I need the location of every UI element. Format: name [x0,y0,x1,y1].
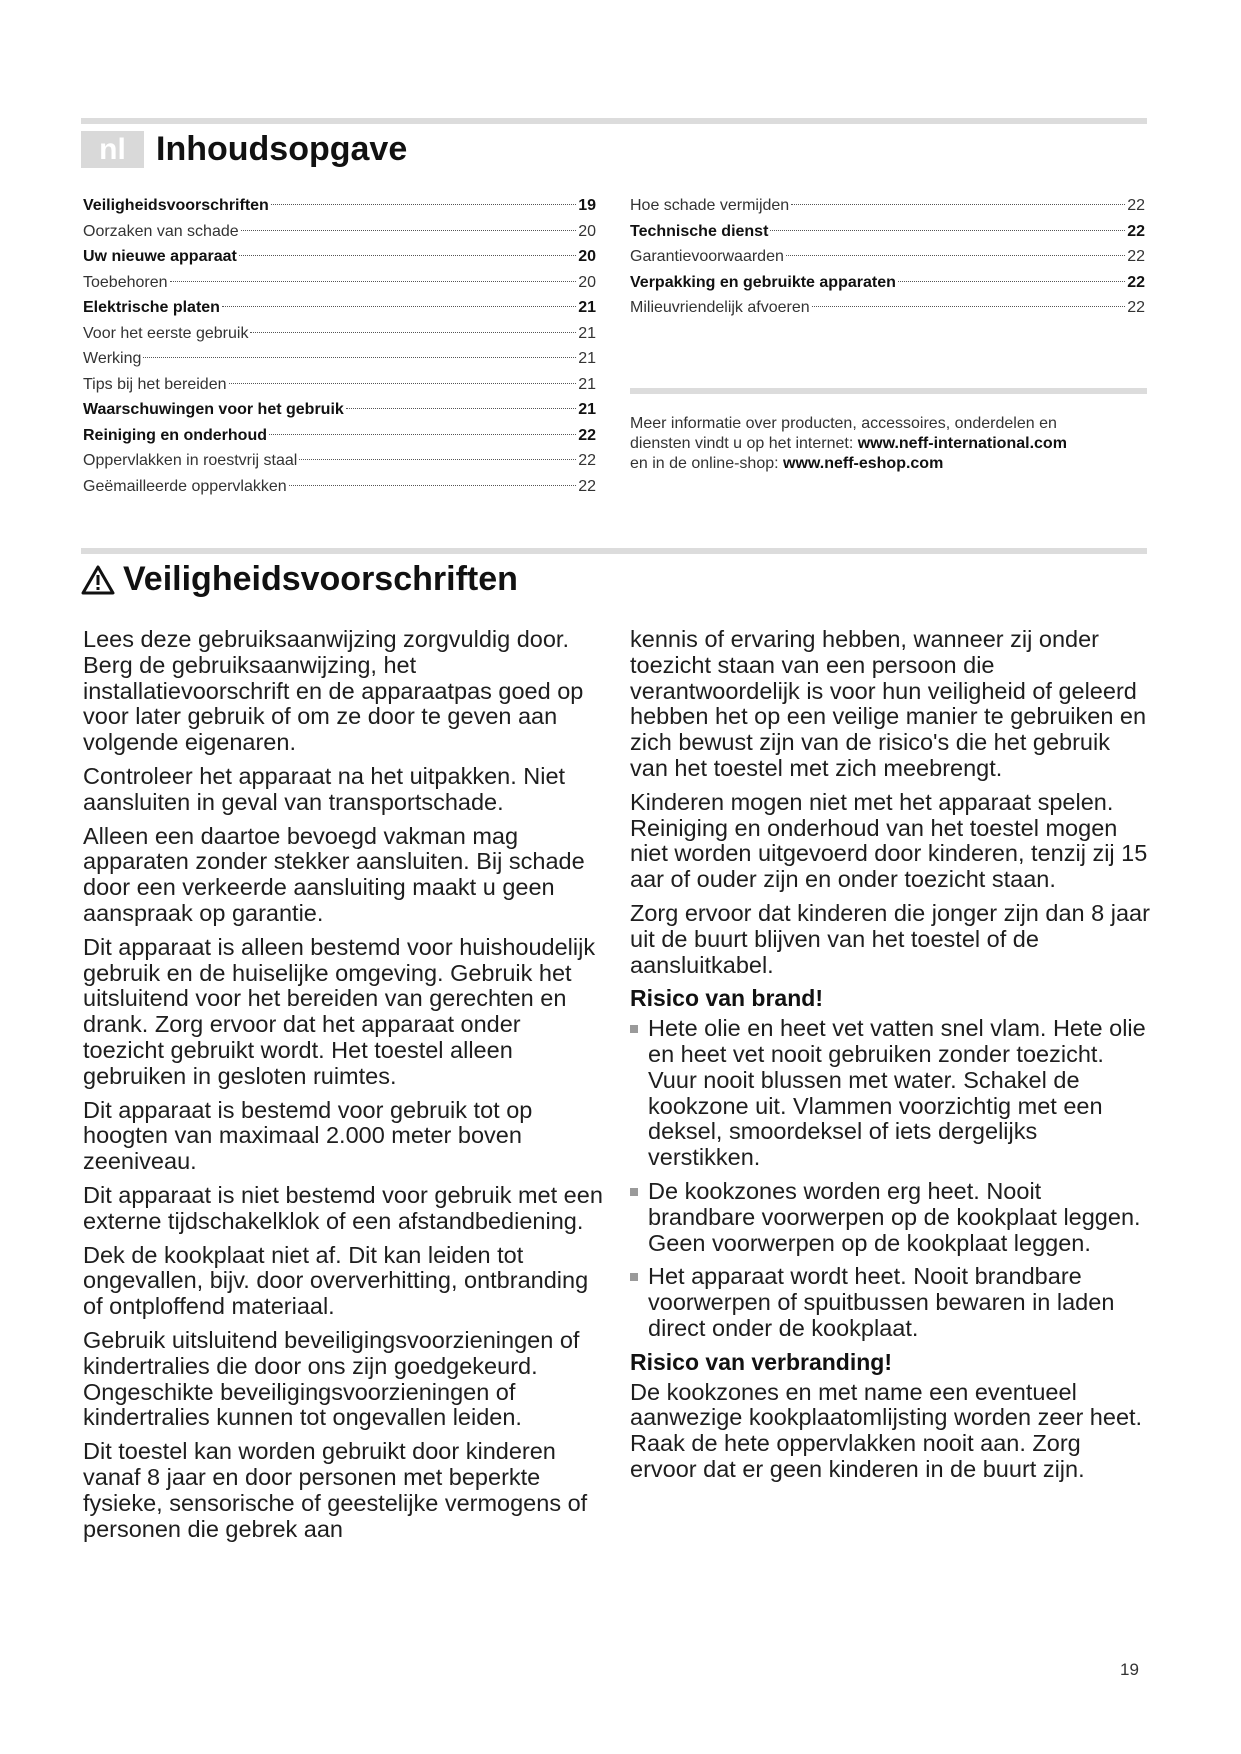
page-number: 19 [1120,1660,1139,1679]
toc-entry-page: 22 [1127,197,1145,214]
toc-entry-label: Oorzaken van schade [83,222,239,240]
toc-leader-dots [222,306,576,307]
toc-entry-page: 21 [578,324,596,342]
toc-leader-dots [269,434,576,435]
toc-entry-page: 20 [578,248,596,265]
body-paragraph: Dit toestel kan worden gebruikt door kinderen vanaf 8 jaar en door personen met beperkte fysieke, sensorische of geestelijke vermogens of personen die gebrek aan [83,1438,588,1542]
toc-entry[interactable] [83,423,596,449]
toc-entry[interactable] [83,270,596,296]
body-paragraph: Dit apparaat is alleen bestemd voor huishoudelijk gebruik en de huiselijke omgeving. Gebruik het uitsluitend voor het bereiden van gerechten en drank. Zorg ervoor dat het apparaat onder toezicht gebruikt wordt. Het toestel alleen gebruiken in gesloten ruimtes. [83,933,596,1089]
toc-entry[interactable] [83,448,596,474]
toc-entry[interactable] [630,244,1145,270]
toc-entry[interactable] [630,193,1145,219]
language-badge: nl [81,131,144,168]
toc-right-column [630,193,1145,321]
toc-entry-page: 21 [578,299,596,316]
info-text [630,414,1150,474]
toc-entry-label: Technische dienst [630,222,769,240]
body-paragraph: Gebruik uitsluitend beveiligingsvoorzieningen of kindertralies die door ons zijn goedgekeurd. Ongeschikte beveiligingsvoorzieningen of kindertralies kunnen tot ongevallen leiden. [83,1326,580,1431]
toc-entry[interactable] [83,321,596,347]
toc-entry-label: Veiligheidsvoorschriften [83,197,269,214]
toc-entry-label: Oppervlakken in roestvrij staal [83,452,298,469]
international-link[interactable]: www.neff-international.com [857,435,1067,452]
toc-entry-page: 22 [578,477,596,495]
toc-header [81,130,407,168]
right-paragraphs [630,627,1150,978]
toc-entry-page: 21 [578,375,596,393]
toc-leader-dots [898,281,1125,282]
toc-entry-page: 22 [578,452,596,469]
toc-entry-label: Waarschuwingen voor het gebruik [83,401,344,418]
toc-leader-dots [299,459,576,460]
toc-entry-label: Elektrische platen [83,299,220,316]
body-paragraph: Lees deze gebruiksaanwijzing zorgvuldig door. Berg de gebruiksaanwijzing, het installatievoorschrift en de apparaatpas goed op voor later gebruik of om ze door te geven aan volgende eigenaren. [83,626,584,756]
info-line-3: en in de online-shop: www.neff-eshop.com [630,455,944,472]
toc-entry-label: Uw nieuwe apparaat [83,248,237,265]
toc-entry[interactable] [630,295,1145,321]
toc-entry[interactable] [630,219,1145,245]
toc-entry[interactable] [83,397,596,423]
list-item [630,1264,1150,1341]
toc-leader-dots [770,230,1125,231]
toc-entry-page: 20 [578,273,596,291]
toc-entry-page: 22 [1127,248,1145,265]
body-paragraph: Zorg ervoor dat kinderen die jonger zijn dan 8 jaar uit de buurt blijven van het toestel of de aansluitkabel. [630,899,1150,978]
info-rule [630,388,1147,394]
body-paragraph: Kinderen mogen niet met het apparaat spelen. Reiniging en onderhoud van het toestel mogen niet worden uitgevoerd door kinderen, tenzij zij 15 aar of ouder zijn en onder toezicht staan. [630,788,1148,893]
toc-entry[interactable] [83,193,596,219]
toc-entry[interactable] [83,372,596,398]
toc-left-column [83,193,596,499]
toc-entry[interactable] [630,270,1145,296]
toc-entry-page: 21 [578,350,596,367]
toc-entry[interactable] [83,295,596,321]
toc-leader-dots [812,306,1126,307]
eshop-link[interactable]: www.neff-eshop.com [783,455,944,472]
bullet-square-icon [630,1016,648,1171]
toc-entry[interactable] [83,219,596,245]
toc-entry-page: 22 [1127,222,1145,240]
bullet-square-icon [630,1179,648,1256]
list-item-text: De kookzones worden erg heet. Nooit brandbare voorwerpen op de kookplaat leggen. Geen voorwerpen op de kookplaat leggen. [648,1177,1141,1256]
warning-triangle-icon [81,564,115,596]
toc-title: Inhoudsopgave [156,129,408,168]
toc-entry-page: 22 [1127,273,1145,291]
info-line-1: Meer informatie over producten, accessoires, onderdelen en [630,415,1057,432]
toc-entry[interactable] [83,474,596,500]
toc-leader-dots [289,485,577,486]
toc-leader-dots [170,281,577,282]
info-line-2: diensten vindt u op het internet: www.neff-international.com [630,435,1067,452]
fire-risk-list [630,1016,1150,1342]
burn-risk-text: De kookzones en met name een eventueel aanwezige kookplaatomlijsting worden zeer heet. Raak de hete oppervlakken nooit aan. Zorg ervoor dat er geen kinderen in de buurt zijn. [630,1378,1143,1482]
toc-top-rule [81,118,1147,124]
list-item [630,1179,1150,1256]
toc-leader-dots [346,408,576,409]
body-paragraph: Dek de kookplaat niet af. Dit kan leiden tot ongevallen, bijv. door oververhitting, ontbranding of ontploffend materiaal. [83,1241,589,1320]
toc-entry-page: 21 [578,401,596,418]
toc-entry-page: 19 [578,197,596,214]
toc-entry-label: Garantievoorwaarden [630,248,784,265]
toc-entry-label: Verpakking en gebruikte apparaten [630,273,896,291]
body-paragraph: Alleen een daartoe bevoegd vakman mag apparaten zonder stekker aansluiten. Bij schade door een verkeerde aansluiting maakt u geen aanspraak op garantie. [83,822,585,926]
toc-entry-label: Werking [83,350,142,367]
section-rule [81,548,1147,554]
bullet-square-icon [630,1264,648,1341]
toc-leader-dots [786,255,1125,256]
toc-leader-dots [229,383,577,384]
body-paragraph: kennis of ervaring hebben, wanneer zij onder toezicht staan van een persoon die verantwoordelijk is voor hun veiligheid of geleerd hebben het op een veilige manier te gebruiken en zich bewust zijn van de risico's die het gebruik van het toestel met zich meebrengt. [630,626,1147,781]
toc-entry-label: Milieuvriendelijk afvoeren [630,299,810,316]
toc-entry-page: 20 [578,222,596,240]
body-paragraph: Dit apparaat is niet bestemd voor gebruik met een externe tijdschakelklok of een afstandbediening. [83,1181,603,1234]
list-item-text: Hete olie en heet vet vatten snel vlam. Hete olie en heet vet nooit gebruiken zonder toezicht. Vuur nooit blussen met water. Schakel de kookzone uit. Vlammen voorzichtig met een deksel, smoordeksel of iets dergelijks verstikken. [648,1015,1146,1171]
body-paragraph: Dit apparaat is bestemd voor gebruik tot op hoogten van maximaal 2.000 meter boven zeeniveau. [83,1096,533,1175]
toc-leader-dots [791,204,1125,205]
toc-entry-label: Reiniging en onderhoud [83,426,267,444]
toc-entry-label: Voor het eerste gebruik [83,324,249,342]
toc-entry-label: Toebehoren [83,273,168,291]
section-header [81,560,518,599]
fire-risk-heading: Risico van brand! [630,985,823,1012]
toc-leader-dots [241,230,577,231]
list-item [630,1016,1150,1171]
toc-entry-label: Geëmailleerde oppervlakken [83,477,287,495]
toc-entry-page: 22 [1127,299,1145,316]
toc-leader-dots [143,357,576,358]
list-item-text: Het apparaat wordt heet. Nooit brandbare voorwerpen of spuitbussen bewaren in laden direct onder de kookplaat. [648,1263,1115,1341]
toc-entry-page: 22 [578,426,596,444]
burn-risk-heading: Risico van verbranding! [630,1348,893,1375]
toc-entry-label: Hoe schade vermijden [630,197,790,214]
toc-entry-label: Tips bij het bereiden [83,375,227,393]
body-paragraph: Controleer het apparaat na het uitpakken. Niet aansluiten in geval van transportschade. [83,762,566,815]
section-title: Veiligheidsvoorschriften [123,560,518,598]
toc-leader-dots [239,255,576,256]
toc-leader-dots [250,332,576,333]
body-right-column [630,627,1150,1483]
toc-leader-dots [271,204,576,205]
toc-entry[interactable] [83,244,596,270]
body-left-column [83,627,603,1550]
toc-entry[interactable] [83,346,596,372]
